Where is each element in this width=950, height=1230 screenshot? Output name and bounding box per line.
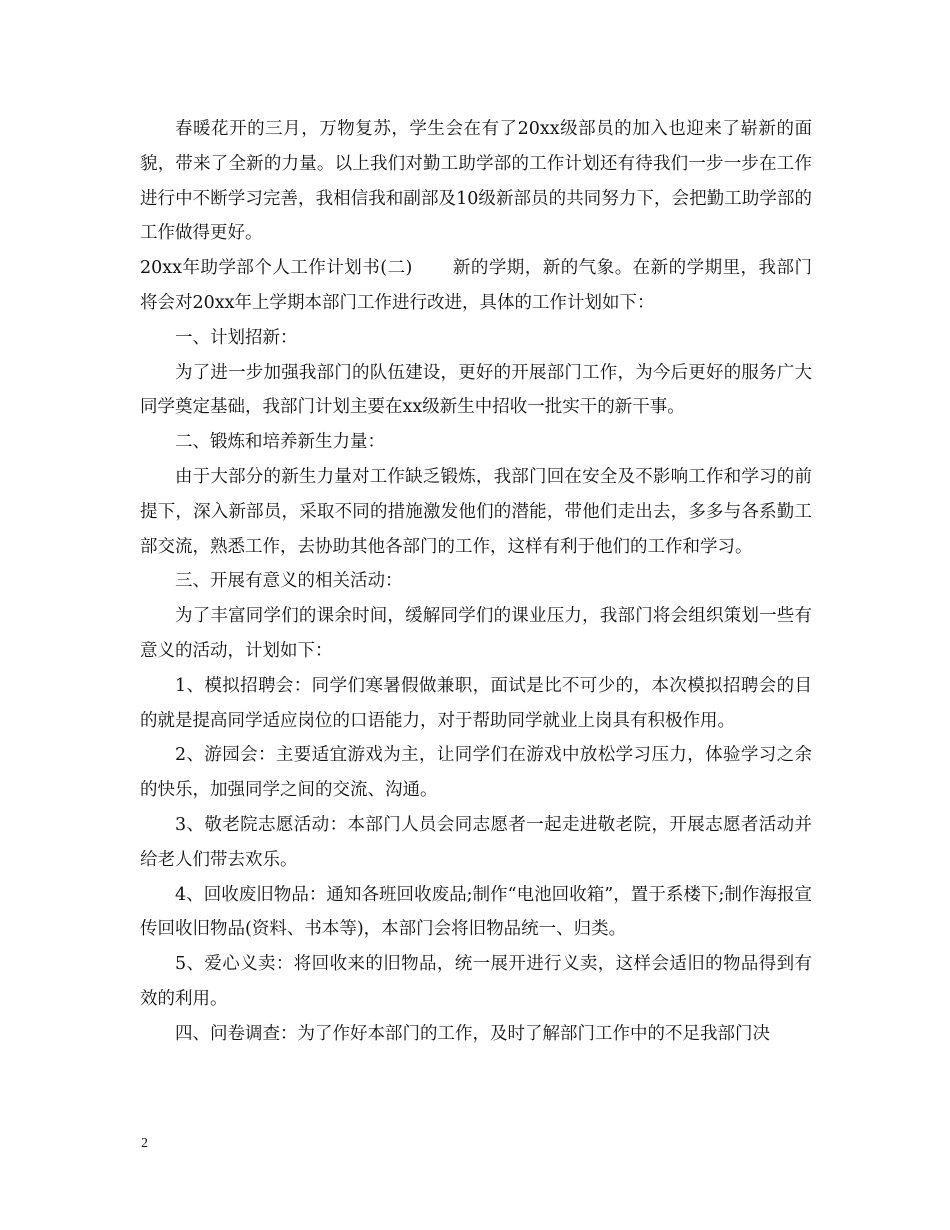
section-heading: 20xx年助学部个人工作计划书(二) (140, 258, 413, 279)
page-number: 2 (141, 1136, 148, 1151)
paragraph-garden-party: 2、游园会：主要适宜游戏为主，让同学们在游戏中放松学习压力，体验学习之余的快乐，加强同学之间的交流、沟通。 (140, 745, 812, 801)
paragraph-job-fair: 1、模拟招聘会：同学们寒暑假做兼职，面试是比不可少的，本次模拟招聘会的目的就是提高同学适应岗位的口语能力，对于帮助同学就业上岗具有积极作用。 (140, 675, 812, 731)
section-intro: 新的学期，新的气象。在新的学期里，我部门将会对20xx年上学期本部门工作进行改进，具体的工作计划如下： (140, 258, 812, 313)
section-heading-paragraph (140, 251, 812, 321)
document-body (140, 112, 812, 1052)
paragraph-training: 由于大部分的新生力量对工作缺乏锻炼，我部门回在安全及不影响工作和学习的前提下，深入新部员，采取不同的措施激发他们的潜能，带他们走出去，多多与各系勤工部交流，熟悉工作，去协助其他各部门的工作，这样有利于他们的工作和学习。 (140, 466, 812, 557)
paragraph-recruitment: 为了进一步加强我部门的队伍建设，更好的开展部门工作，为今后更好的服务广大同学奠定基础，我部门计划主要在xx级新生中招收一批实干的新干事。 (140, 362, 812, 418)
paragraph-training-heading: 二、锻炼和培养新生力量： (175, 432, 385, 453)
paragraph-recruitment-heading: 一、计划招新： (175, 327, 298, 348)
paragraph-recycling: 4、回收废旧物品：通知各班回收废品;制作“电池回收箱”，置于系楼下;制作海报宣传回收旧物品(资料、书本等)，本部门会将旧物品统一、归类。 (140, 884, 812, 940)
paragraph-activities: 为了丰富同学们的课余时间，缓解同学们的课业压力，我部门将会组织策划一些有意义的活动，计划如下： (140, 606, 812, 661)
paragraph-volunteer: 3、敬老院志愿活动：本部门人员会同志愿者一起走进敬老院，开展志愿者活动并给老人们带去欢乐。 (140, 814, 812, 870)
paragraph-charity-sale: 5、爱心义卖：将回收来的旧物品，统一展开进行义卖，这样会适旧的物品得到有效的利用。 (140, 954, 812, 1009)
paragraph-survey: 四、问卷调查：为了作好本部门的工作，及时了解部门工作中的不足我部门决 (175, 1023, 770, 1044)
paragraph-intro: 春暖花开的三月，万物复苏，学生会在有了20xx级部员的加入也迎来了崭新的面貌，带来了全新的力量。以上我们对勤工助学部的工作计划还有待我们一步一步在工作进行中不断学习完善，我相信我和副部及10级新部员的共同努力下，会把勤工助学部的工作做得更好。 (140, 119, 812, 244)
paragraph-activities-heading: 三、开展有意义的相关活动： (175, 571, 403, 592)
